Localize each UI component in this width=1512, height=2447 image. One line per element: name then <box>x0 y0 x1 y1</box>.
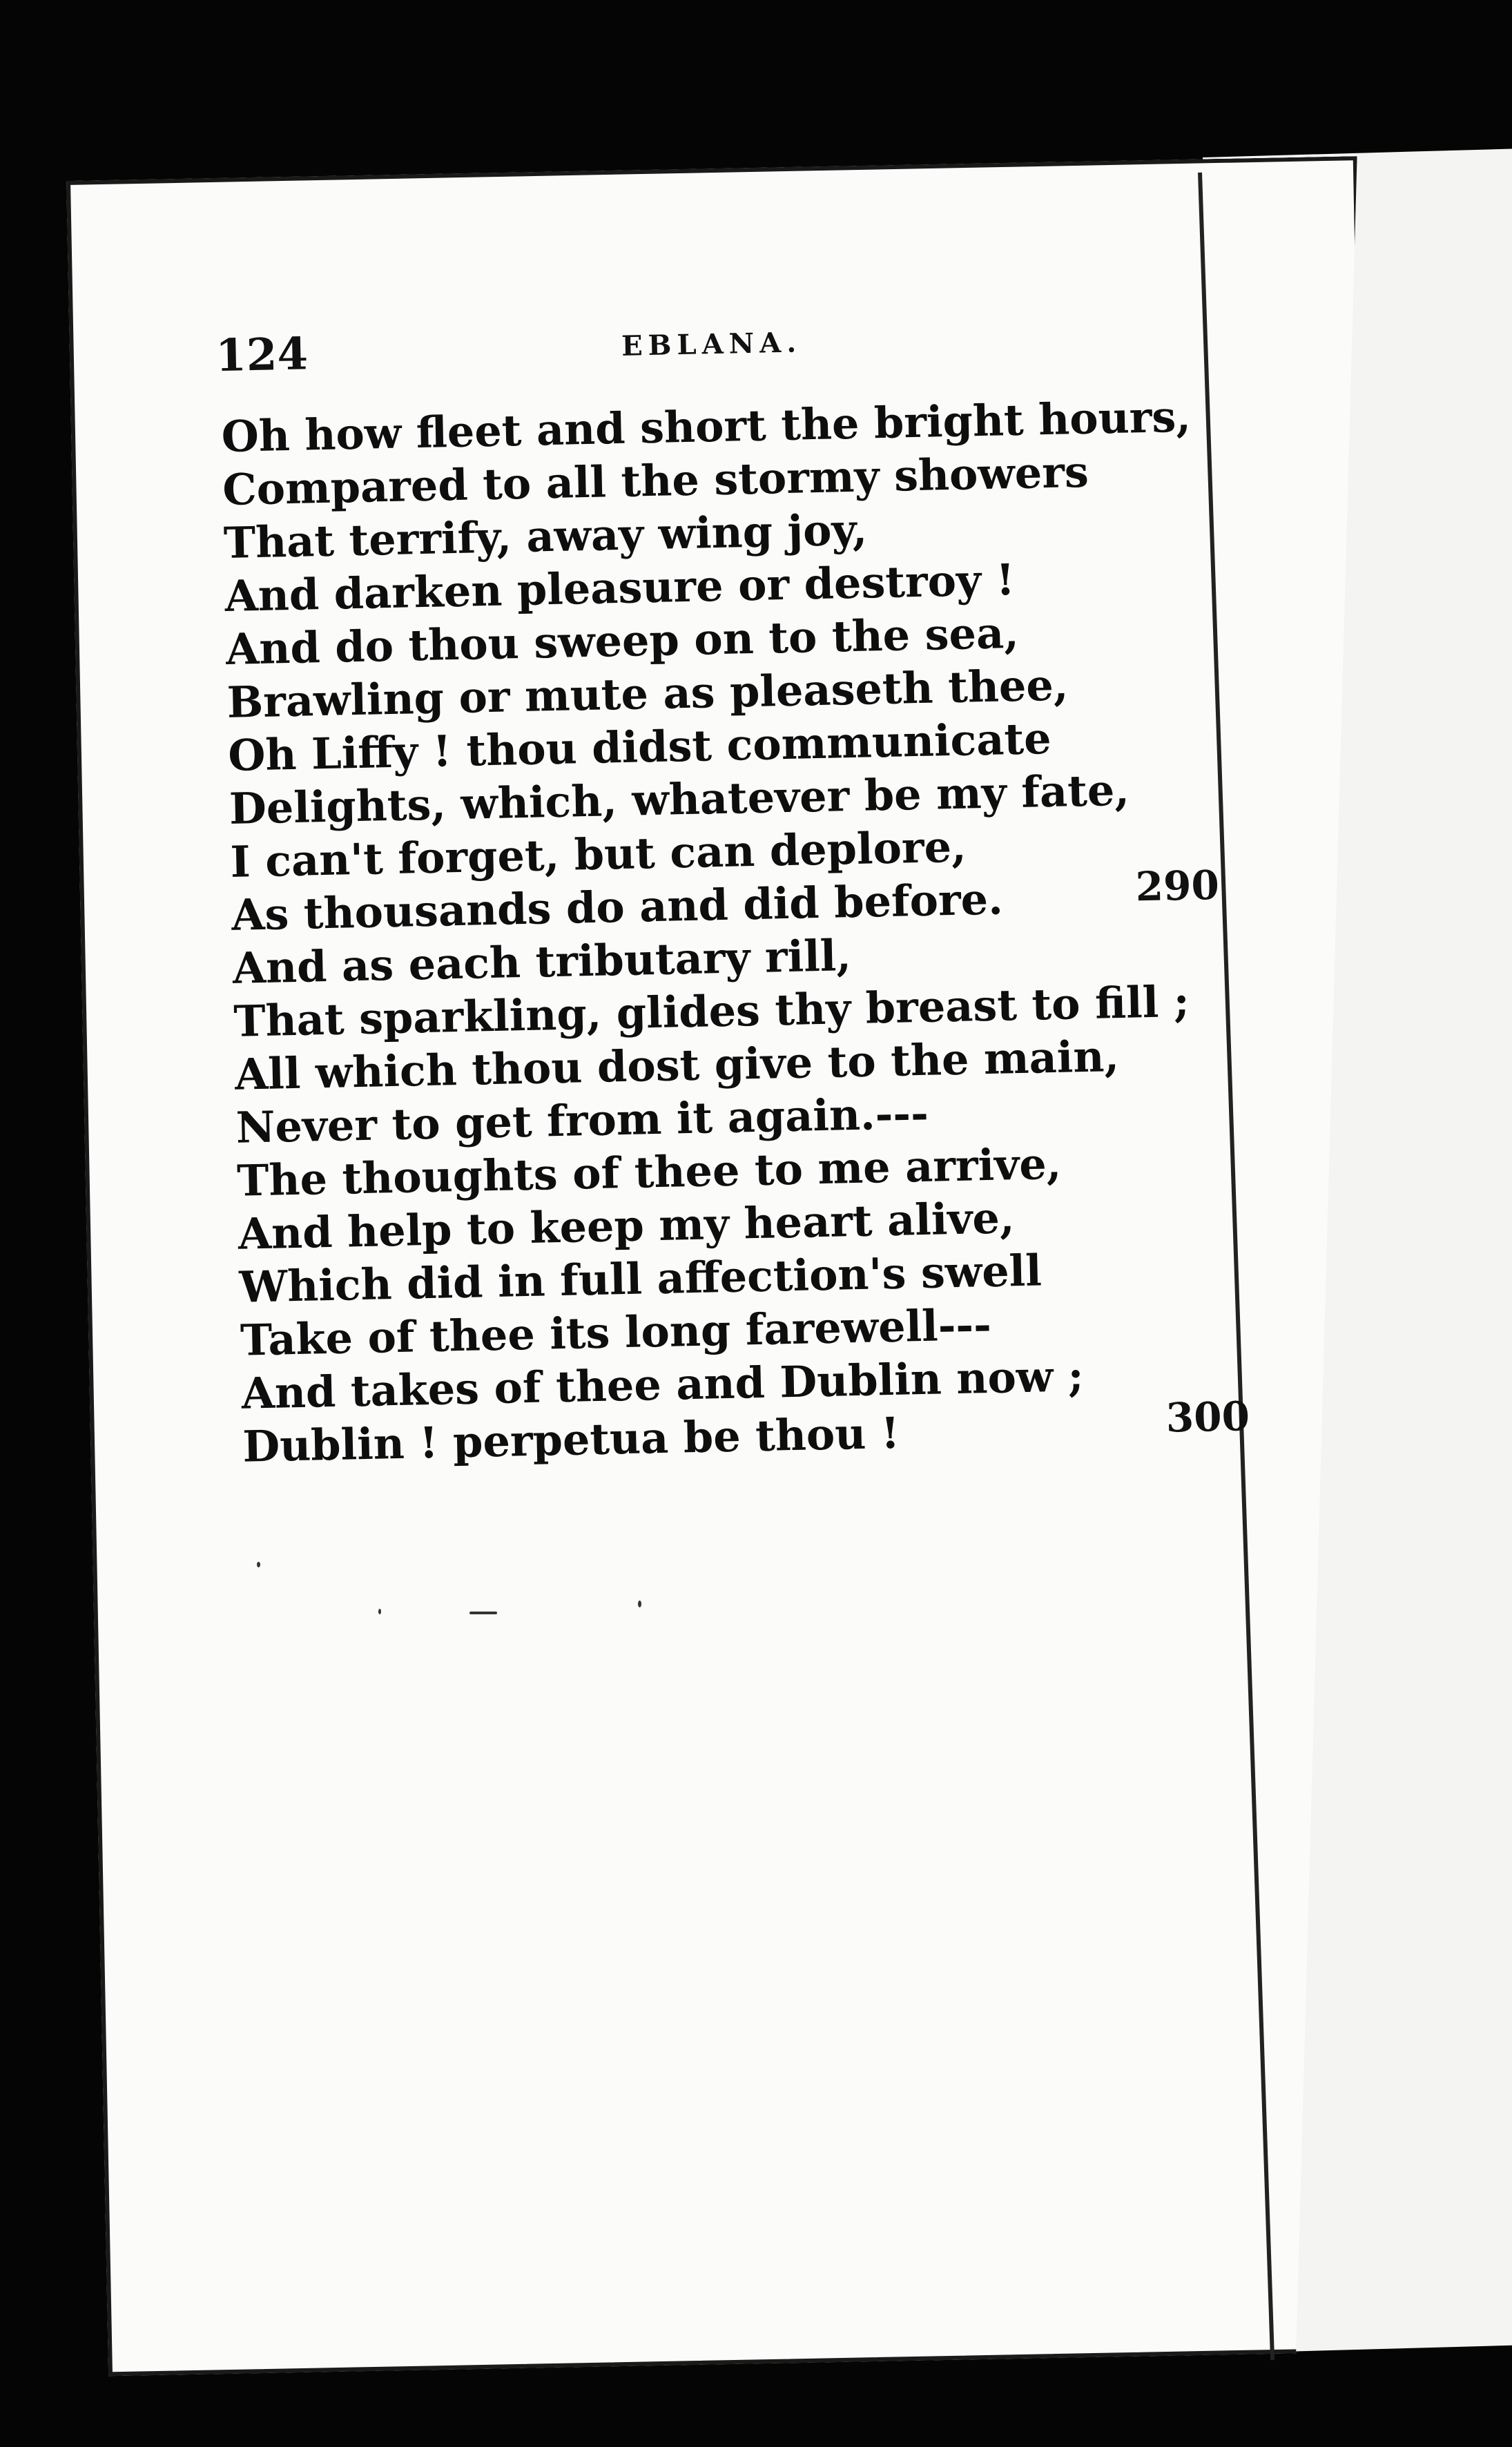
verse-line: As thousands do and did before. <box>231 873 1004 940</box>
verse-line: All which thou dost give to the main, <box>234 1030 1120 1100</box>
paper-speck <box>638 1600 641 1607</box>
verse-line: And do thou sweep on to the sea, <box>225 607 1020 675</box>
verse-line: Delights, which, whatever be my fate, <box>229 764 1130 834</box>
poem-verse <box>221 390 1212 1473</box>
page-number: 124 <box>215 328 309 383</box>
verse-line: Take of thee its long farewell--- <box>240 1299 992 1366</box>
paper-speck <box>257 1562 260 1567</box>
line-number-marker: 290 <box>1135 861 1220 911</box>
verse-line: And as each tributary rill, <box>232 930 852 994</box>
verse-line: That sparkling, glides thy breast to fill ; <box>233 976 1190 1047</box>
verse-line: Oh Liffy ! thou didst communicate <box>227 713 1052 781</box>
verse-line: Oh how fleet and short the bright hours, <box>221 391 1192 463</box>
verse-line: And help to keep my heart alive, <box>238 1192 1016 1259</box>
verse-line: Dublin ! perpetua be thou ! <box>242 1407 900 1472</box>
verse-line: Compared to all the stormy showers <box>222 446 1089 515</box>
paper-speck <box>469 1612 497 1614</box>
verse-line: Which did in full affection's swell <box>238 1245 1043 1313</box>
verse-line: Brawling or mute as pleaseth thee, <box>226 659 1069 728</box>
line-number-marker: 300 <box>1165 1393 1250 1442</box>
paper-speck <box>378 1609 381 1614</box>
verse-line: That terrify, away wing joy, <box>223 504 868 568</box>
running-title: EBLANA. <box>621 326 802 362</box>
verse-line: Never to get from it again.--- <box>235 1087 929 1153</box>
verse-line: The thoughts of thee to me arrive, <box>236 1138 1062 1206</box>
verse-line: And darken pleasure or destroy ! <box>224 554 1016 621</box>
verse-line: And takes of thee and Dublin now ; <box>241 1351 1085 1419</box>
verse-line: I can't forget, but can deplore, <box>229 821 967 887</box>
